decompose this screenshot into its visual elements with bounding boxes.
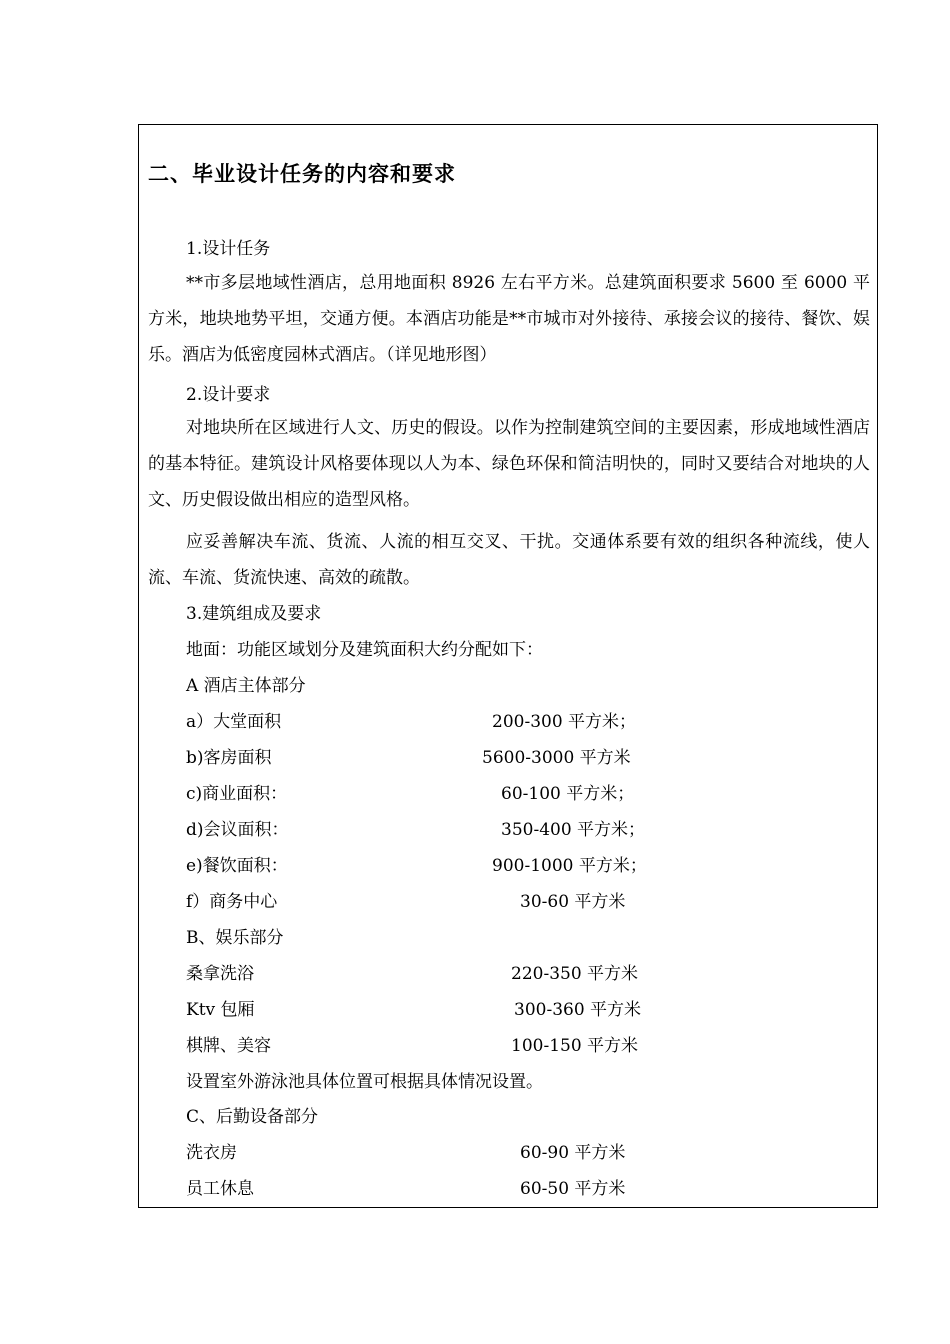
area-item-label: b)客房面积	[186, 748, 272, 768]
group-c-title: C、后勤设备部分	[186, 1107, 319, 1127]
requirements-paragraph-2: 应妥善解决车流、货流、人流的相互交叉、干扰。交通体系要有效的组织各种流线，使人流、车流、货流快速、高效的疏散。	[148, 532, 870, 588]
area-item-value: 60-90 平方米	[520, 1143, 626, 1163]
area-item-label: 桑拿洗浴	[186, 964, 254, 984]
area-item-label: a）大堂面积	[186, 712, 282, 732]
area-item-label: f）商务中心	[186, 892, 278, 912]
area-item-label: d)会议面积：	[186, 820, 289, 840]
composition-heading: 3.建筑组成及要求	[186, 604, 322, 624]
area-item-label: 棋牌、美容	[186, 1036, 271, 1056]
section-title: 二、毕业设计任务的内容和要求	[148, 162, 456, 186]
area-item-value: 30-60 平方米	[520, 892, 626, 912]
area-item-value: 300-360 平方米	[514, 1000, 642, 1020]
area-item-value: 900-1000 平方米；	[492, 856, 647, 876]
area-item-label: Ktv 包厢	[186, 1000, 255, 1020]
requirements-paragraph-1: 对地块所在区域进行人文、历史的假设。以作为控制建筑空间的主要因素，形成地域性酒店的基本特征。建筑设计风格要体现以人为本、绿色环保和简洁明快的，同时又要结合对地块的人文、历史假设做出相应的造型风格。	[148, 418, 870, 510]
area-item-value: 60-50 平方米	[520, 1179, 626, 1199]
area-item-value: 5600-3000 平方米	[482, 748, 631, 768]
area-item-label: 员工休息	[186, 1179, 254, 1199]
area-item-label: c)商业面积：	[186, 784, 288, 804]
area-item-label: e)餐饮面积：	[186, 856, 288, 876]
area-item-value: 200-300 平方米；	[492, 712, 637, 732]
task-body: **市多层地域性酒店，总用地面积 8926 左右平方米。总建筑面积要求 5600 至 6000 平方米，地块地势平坦，交通方便。本酒店功能是**市城市对外接待、承接会议的接待、餐饮、娱乐。酒店为低密度园林式酒店。（详见地形图）	[148, 273, 870, 365]
area-item-value: 60-100 平方米；	[501, 784, 635, 804]
area-item-value: 220-350 平方米	[511, 964, 639, 984]
group-a-title: A 酒店主体部分	[186, 676, 306, 696]
composition-intro: 地面：功能区域划分及建筑面积大约分配如下：	[186, 640, 543, 660]
group-b-title: B、娱乐部分	[186, 928, 284, 948]
pool-note: 设置室外游泳池具体位置可根据具体情况设置。	[186, 1072, 543, 1092]
area-item-value: 350-400 平方米；	[501, 820, 646, 840]
requirements-heading: 2.设计要求	[186, 385, 271, 405]
task-heading: 1.设计任务	[186, 239, 271, 259]
area-item-label: 洗衣房	[186, 1143, 237, 1163]
area-item-value: 100-150 平方米	[511, 1036, 639, 1056]
